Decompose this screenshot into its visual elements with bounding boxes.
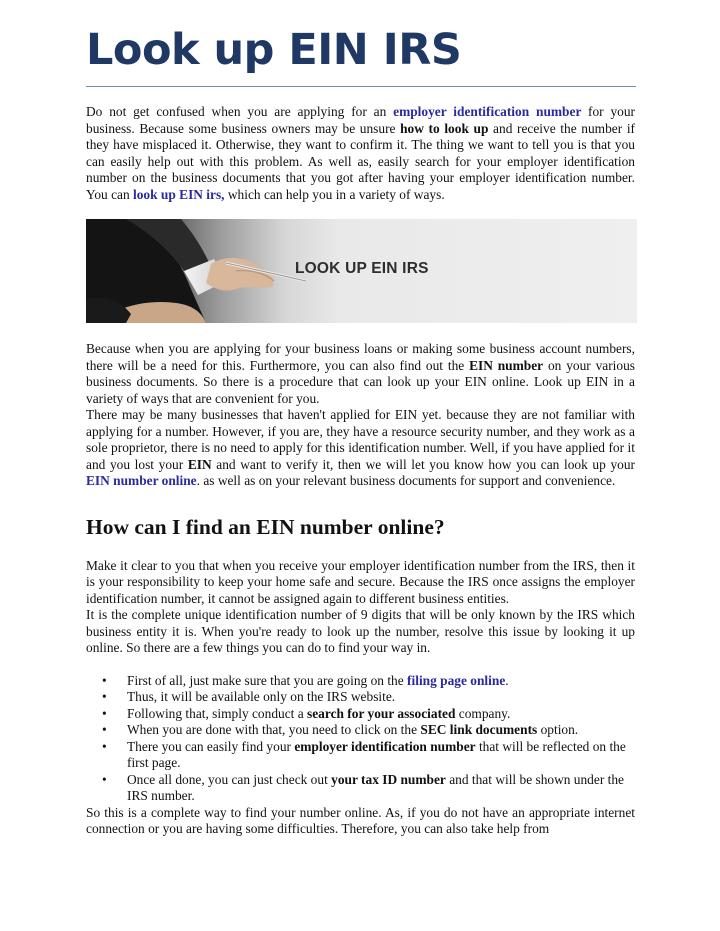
bullet-text: There you can easily find your — [127, 738, 295, 754]
bullet-icon: • — [102, 705, 107, 721]
bullet-text: company. — [455, 705, 511, 721]
bullet-text: When you are done with that, you need to click on the — [127, 722, 421, 737]
bullet-text: that will be reflected on the first page. — [127, 738, 626, 770]
intro-text-2: for your business. Because some business owners may be unsure — [86, 104, 635, 136]
bullet-text: Once all done, you can just check out — [127, 771, 332, 787]
bullet-text: option. — [537, 722, 579, 737]
list-item — [86, 706, 633, 723]
bullet-text: . — [505, 672, 509, 688]
para3-text-3: . as well as on your relevant business documents for support and convenience. — [196, 473, 616, 488]
paragraph-complete-way: So this is a complete way to find your number online. As, if you do not have an appropriate internet connection or you are having some difficulties. Therefore, you can also take help from — [86, 804, 635, 836]
para3-text-1: There may be many businesses that haven't applied for EIN yet. because they are not familiar with applying for a number. However, if you are, they have a resource security number, and they work as a sole proprietor, there is no need to apply for this identification number. Well, if you have applied for it and you lost your — [86, 407, 635, 472]
para2-text-2: on your various business documents. So there is a procedure that can look up your EIN online. Look up EIN in a variety of ways that are convenient for you. — [86, 357, 635, 406]
ein-number-online-link[interactable]: EIN number online — [86, 473, 197, 488]
section-heading: How can I find an EIN number online? — [86, 514, 445, 539]
intro-bold-1: how to look up — [400, 120, 489, 136]
paragraph-not-applied — [86, 407, 635, 490]
employer-identification-number-link[interactable]: employer identification number — [393, 104, 588, 119]
page-title: Look up EIN IRS — [86, 25, 462, 75]
bullet-text: and that will be shown under the IRS number. — [127, 771, 624, 803]
bullet-text: First of all, just make sure that you are going on the — [127, 672, 408, 688]
bullet-bold: employer identification number — [294, 738, 476, 754]
list-item — [86, 673, 633, 690]
bullet-text: Following that, simply conduct a — [127, 705, 308, 721]
intro-paragraph — [86, 104, 635, 203]
list-item — [86, 739, 633, 772]
hero-caption: LOOK UP EIN IRS — [295, 260, 429, 277]
bullet-text: Thus, it will be available only on the IRS website. — [127, 689, 396, 704]
title-divider — [86, 86, 636, 87]
paragraph-unique-number: It is the complete unique identification number of 9 digits that will be only known by the IRS which business entity it is. When you're ready to look up the number, resolve this issue by looking it up online. So there are a few things you can do to find your way in. — [86, 607, 635, 655]
bullet-icon: • — [102, 672, 107, 688]
hero-banner-image — [86, 219, 637, 323]
para2-text-1: Because when you are applying for your business loans or making some business account numbers, there will be a need for this. Furthermore, you can also find out the — [86, 341, 635, 373]
list-item — [86, 722, 633, 739]
list-item — [86, 689, 633, 706]
intro-text-4: which can help you in a variety of ways. — [224, 186, 445, 202]
bullet-bold: SEC link documents — [420, 722, 538, 737]
list-item — [86, 772, 633, 805]
intro-text-1: Do not get confused when you are applying for an — [86, 104, 394, 119]
article-body — [86, 104, 635, 838]
filing-page-online-link[interactable]: filing page online — [407, 672, 506, 688]
look-up-ein-irs-link[interactable]: look up EIN irs, — [133, 186, 225, 202]
bullet-icon: • — [102, 771, 107, 787]
paragraph-responsibility: Make it clear to you that when you receive your employer identification number from the IRS, then it is your responsibility to keep your home safe and secure. Because the IRS once assigns the employer identification number, it cannot be assigned again to different business entities. — [86, 557, 635, 606]
bullet-icon: • — [102, 738, 107, 754]
para3-text-2: and want to verify it, then we will let you know how you can look up your — [211, 456, 635, 472]
paragraph-business-loans — [86, 341, 635, 407]
bullet-bold: your tax ID number — [331, 771, 446, 787]
steps-list — [86, 673, 635, 805]
intro-text-3: and receive the number if they have misplaced it. Otherwise, they want to confirm it. The thing we want to tell you is that you can easily help out with this problem. As well as, easily search for your employer identification number on the business documents that you got after having your employer identification number. You can — [86, 120, 635, 202]
bullet-bold: search for your associated — [307, 705, 456, 721]
para3-bold-ein: EIN — [187, 456, 212, 472]
bullet-icon: • — [102, 722, 107, 737]
para2-bold-ein-number: EIN number — [469, 357, 544, 373]
bullet-icon: • — [102, 689, 107, 704]
